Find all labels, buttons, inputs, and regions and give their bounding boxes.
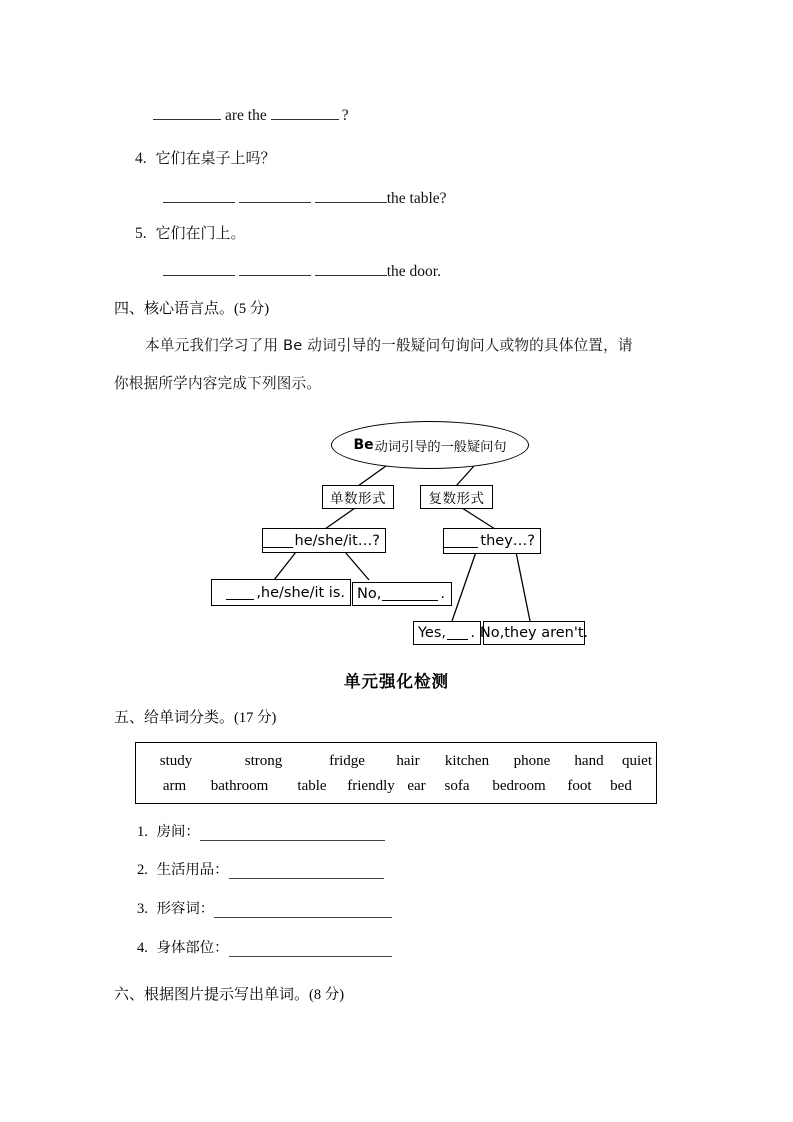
category-number: 1. — [137, 824, 148, 840]
category-answer-blank[interactable] — [229, 942, 392, 957]
translation-item-4 — [135, 148, 276, 169]
word-chip: foot — [567, 778, 592, 794]
answer-plural-yes-text: Yes, — [418, 625, 447, 641]
q3-answer-line — [153, 106, 349, 126]
diagram-branch-singular — [322, 485, 394, 509]
word-chip: fridge — [329, 753, 365, 769]
word-chip: phone — [513, 753, 551, 769]
category-number: 2. — [137, 862, 148, 878]
answer-plural-yes-blank[interactable] — [447, 626, 468, 640]
word-bank-row-2 — [136, 774, 656, 799]
diagram-question-singular[interactable] — [262, 528, 386, 553]
item-prompt-cn: 它们在门上。 — [155, 224, 246, 242]
q3-tail-text: ? — [341, 107, 349, 124]
diagram-root-node — [331, 421, 529, 469]
diagram-root-en: Be — [353, 437, 374, 453]
diagram-question-plural[interactable] — [443, 528, 541, 554]
answer-blank[interactable] — [163, 202, 235, 203]
paragraph-text: 本单元我们学习了用 Be 动词引导的一般疑问句询问人或物的具体位置，请 — [145, 337, 633, 354]
answer-blank[interactable] — [239, 202, 311, 203]
unit-test-title — [0, 668, 793, 692]
category-row-2 — [137, 858, 384, 879]
branch-singular-label: 单数形式 — [330, 491, 386, 507]
section-six-title: 六、根据图片提示写出单词。 — [114, 985, 310, 1003]
item-number: 5. — [135, 225, 147, 242]
diagram-answer-singular-yes[interactable] — [211, 579, 351, 606]
word-chip: friendly — [347, 778, 395, 794]
word-bank-row-1 — [136, 749, 656, 774]
paragraph-text: 你根据所学内容完成下列图示。 — [114, 375, 322, 392]
diagram-answer-plural-yes[interactable] — [413, 621, 481, 645]
category-number: 4. — [137, 940, 148, 956]
translation-item-5-answer — [163, 262, 441, 282]
section-six-heading — [114, 983, 344, 1004]
item-prompt-cn: 它们在桌子上吗？ — [155, 149, 276, 167]
answer-blank[interactable] — [239, 275, 311, 276]
word-chip: bedroom — [492, 778, 546, 794]
diagram-branch-plural — [420, 485, 493, 509]
answer-blank[interactable] — [163, 275, 235, 276]
answer-singular-no-blank[interactable] — [382, 587, 438, 601]
answer-blank[interactable] — [153, 119, 221, 120]
word-chip: kitchen — [444, 753, 490, 769]
word-chip: study — [159, 753, 193, 769]
word-bank-box — [135, 742, 657, 804]
section-six-points: (8 分) — [309, 987, 345, 1003]
translation-item-5 — [135, 223, 246, 244]
diagram-root-cn: 动词引导的一般疑问句 — [374, 439, 507, 455]
diagram-answer-singular-no[interactable] — [352, 582, 452, 606]
answer-singular-no-text: No, — [357, 586, 382, 602]
category-answer-blank[interactable] — [200, 826, 385, 841]
section-four-heading — [114, 297, 269, 318]
word-chip: strong — [244, 753, 283, 769]
question-plural-blank[interactable] — [444, 534, 478, 548]
category-row-3 — [137, 897, 392, 918]
answer-blank[interactable] — [271, 119, 339, 120]
word-chip: hair — [396, 753, 420, 769]
answer-plural-yes-period: . — [470, 625, 475, 641]
answer-tail-text: the table? — [386, 190, 447, 207]
answer-plural-no-text: No,they aren't. — [479, 625, 589, 641]
word-chip: hand — [574, 753, 604, 769]
section-five-title: 五、给单词分类。 — [114, 708, 235, 726]
word-chip: bed — [610, 778, 632, 794]
diagram-answer-plural-no — [479, 621, 589, 645]
section-four-title: 四、核心语言点。 — [114, 299, 235, 317]
question-singular-text: he/she/it…? — [294, 532, 380, 549]
item-number: 4. — [135, 150, 147, 167]
answer-singular-no-period: . — [440, 586, 445, 602]
branch-plural-label: 复数形式 — [428, 491, 485, 507]
category-label: 形容词： — [156, 901, 215, 917]
word-chip: table — [297, 778, 327, 794]
category-label: 生活用品： — [156, 862, 229, 878]
word-chip: quiet — [622, 753, 652, 769]
answer-singular-yes-blank[interactable] — [226, 585, 254, 599]
category-label: 房间： — [156, 824, 200, 840]
answer-singular-yes-text: ,he/she/it is. — [256, 584, 345, 601]
word-chip: ear — [407, 778, 426, 794]
category-answer-blank[interactable] — [229, 864, 384, 879]
answer-blank[interactable] — [315, 275, 387, 276]
question-singular-blank[interactable] — [263, 533, 293, 547]
word-chip: bathroom — [210, 778, 269, 794]
answer-tail-text: the door. — [386, 263, 441, 280]
translation-item-4-answer — [163, 189, 447, 209]
category-label: 身体部位： — [156, 940, 229, 956]
section-four-paragraph-line1 — [145, 327, 633, 365]
section-four-points: (5 分) — [234, 301, 270, 317]
section-four-paragraph-line2 — [114, 365, 321, 403]
category-row-4 — [137, 936, 392, 957]
category-row-1 — [137, 820, 385, 841]
word-chip: sofa — [444, 778, 470, 794]
category-answer-blank[interactable] — [214, 903, 392, 918]
section-five-points: (17 分) — [234, 710, 277, 726]
section-five-heading — [114, 706, 276, 727]
question-plural-text: they…? — [480, 533, 535, 549]
unit-test-title-text: 单元强化检测 — [344, 672, 449, 691]
category-number: 3. — [137, 901, 148, 917]
q3-mid-text: are the — [225, 107, 267, 124]
word-chip: arm — [162, 778, 187, 794]
answer-blank[interactable] — [315, 202, 387, 203]
